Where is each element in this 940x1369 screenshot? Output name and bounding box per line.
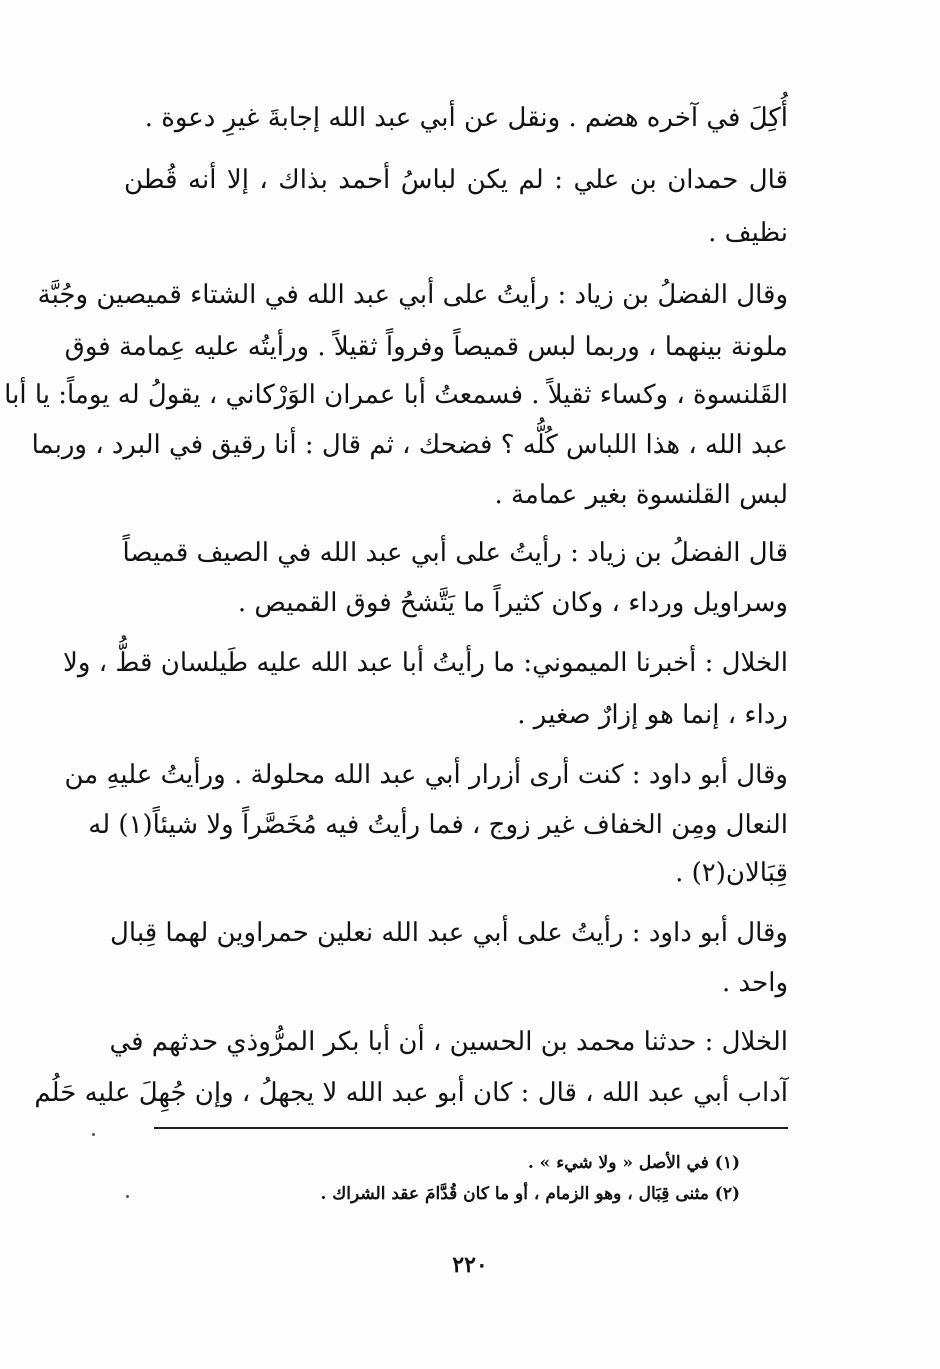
page-number: ٢٢٠	[452, 1252, 488, 1278]
text-line-2: قال حمدان بن علي : لم يكن لباسُ أحمد بذاك ، إلا أنه قُطن	[124, 165, 788, 195]
text-line-16: وقال أبو داود : رأيتُ على أبي عبد الله نعلين حمراوين لهما قِبال	[110, 918, 788, 948]
text-line-11: الخلال : أخبرنا الميموني: ما رأيتُ أبا عبد الله عليه طَيلسان قطُّ ، ولا	[63, 648, 788, 678]
text-line-7: عبد الله ، هذا اللباس كُلُّه ؟ فضحك ، ثم قال : أنا رقيق في البرد ، وربما	[31, 430, 788, 460]
scan-speck	[126, 1195, 129, 1198]
text-line-10: وسراويل ورداء ، وكان كثيراً ما يَتَّشحُ فوق القميص .	[237, 588, 788, 618]
text-line-14: النعال ومِن الخفاف غير زوج ، فما رأيتُ فيه مُخَصَّراً ولا شيئاً(١) له	[88, 810, 788, 840]
text-line-19: آداب أبي عبد الله ، قال : كان أبو عبد الله لا يجهلُ ، وإن جُهِلَ عليه حَلُم	[34, 1078, 788, 1108]
text-line-9: قال الفضلُ بن زياد : رأيتُ على أبي عبد الله في الصيف قميصاً	[122, 538, 788, 568]
footnote-1: (١) في الأصل « ولا شيء » .	[527, 1153, 740, 1173]
text-line-1: أُكِلَ في آخره هضم . ونقل عن أبي عبد الله إجابةَ غيرِ دعوة .	[144, 103, 788, 133]
text-line-17: واحد .	[721, 968, 788, 998]
scan-speck	[92, 1133, 95, 1136]
text-line-18: الخلال : حدثنا محمد بن الحسين ، أن أبا بكر المرُّوذي حدثهم في	[109, 1027, 788, 1057]
footnote-2: (٢) مثنى قِبَال ، وهو الزمام ، أو ما كان قُدَّامَ عقد الشراك .	[320, 1184, 740, 1204]
text-line-13: وقال أبو داود : كنت أرى أزرار أبي عبد الله محلولة . ورأيتُ عليهِ من	[64, 760, 788, 790]
text-line-3: نظيف .	[708, 218, 788, 248]
text-line-6: القَلنسوة ، وكساء ثقيلاً . فسمعتُ أبا عمران الوَرْكاني ، يقولُ له يوماً: يا أبا	[4, 380, 788, 410]
text-line-15: قِبَالان(٢) .	[675, 858, 788, 888]
footnote-separator	[154, 1127, 788, 1129]
text-line-12: رداء ، إنما هو إزارٌ صغير .	[517, 700, 788, 730]
text-line-5: ملونة بينهما ، وربما لبس قميصاً وفرواً ثقيلاً . ورأيتُه عليه عِمامة فوق	[64, 332, 788, 362]
text-line-4: وقال الفضلُ بن زياد : رأيتُ على أبي عبد الله في الشتاء قميصين وجُبَّة	[37, 280, 788, 310]
text-line-8: لبس القلنسوة بغير عمامة .	[494, 480, 788, 510]
